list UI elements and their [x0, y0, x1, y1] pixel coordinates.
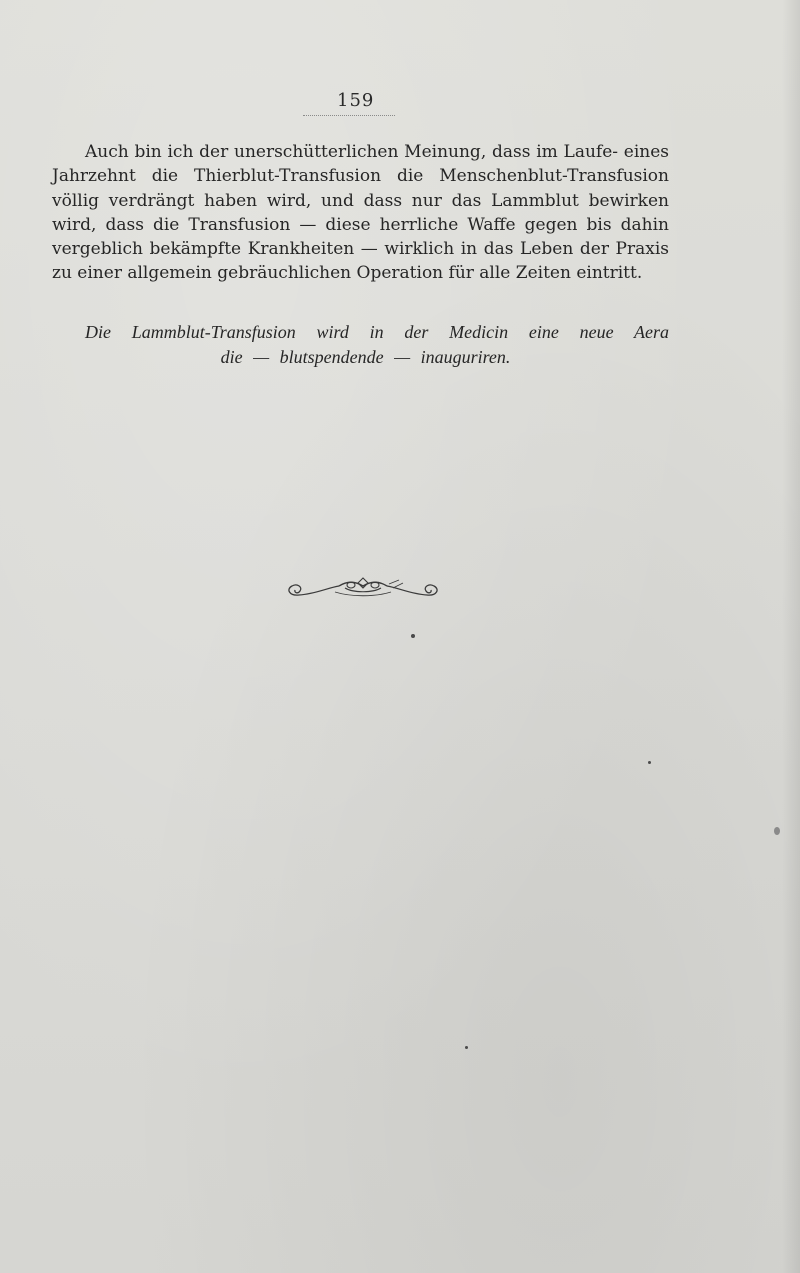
body-text: [52, 140, 669, 286]
page-edge-shadow: [782, 0, 800, 1273]
closing-line-one: Die Lammblut-Transfusion wird in der Medicin eine neue Aera: [85, 322, 669, 342]
paper-speck: [465, 1046, 468, 1049]
closing-line-two: die — blutspendende — inauguriren.: [220, 346, 511, 367]
paper-speck: [411, 634, 415, 638]
paper-speck: [648, 761, 651, 764]
decorative-flourish-icon: [285, 574, 441, 604]
paper-speck: [774, 827, 780, 835]
page-number-rule: [303, 115, 395, 116]
page-number: 159: [337, 90, 375, 111]
closing-statement: [52, 320, 669, 369]
body-paragraph: Auch bin ich der unerschütterlichen Meinung, dass im Laufe- eines Jahrzehnt die Thierblut-Transfusion die Menschenblut-Transfusion völlig verdrängt haben wird, und dass nur das Lammblut bewirken wird, dass die Transfusion — diese herrliche Waffe gegen bis dahin vergeblich bekämpfte Krankheiten — wirklich in das Leben der Praxis zu einer allgemein gebräuchlichen Operation für alle Zeiten eintritt.: [52, 142, 669, 284]
